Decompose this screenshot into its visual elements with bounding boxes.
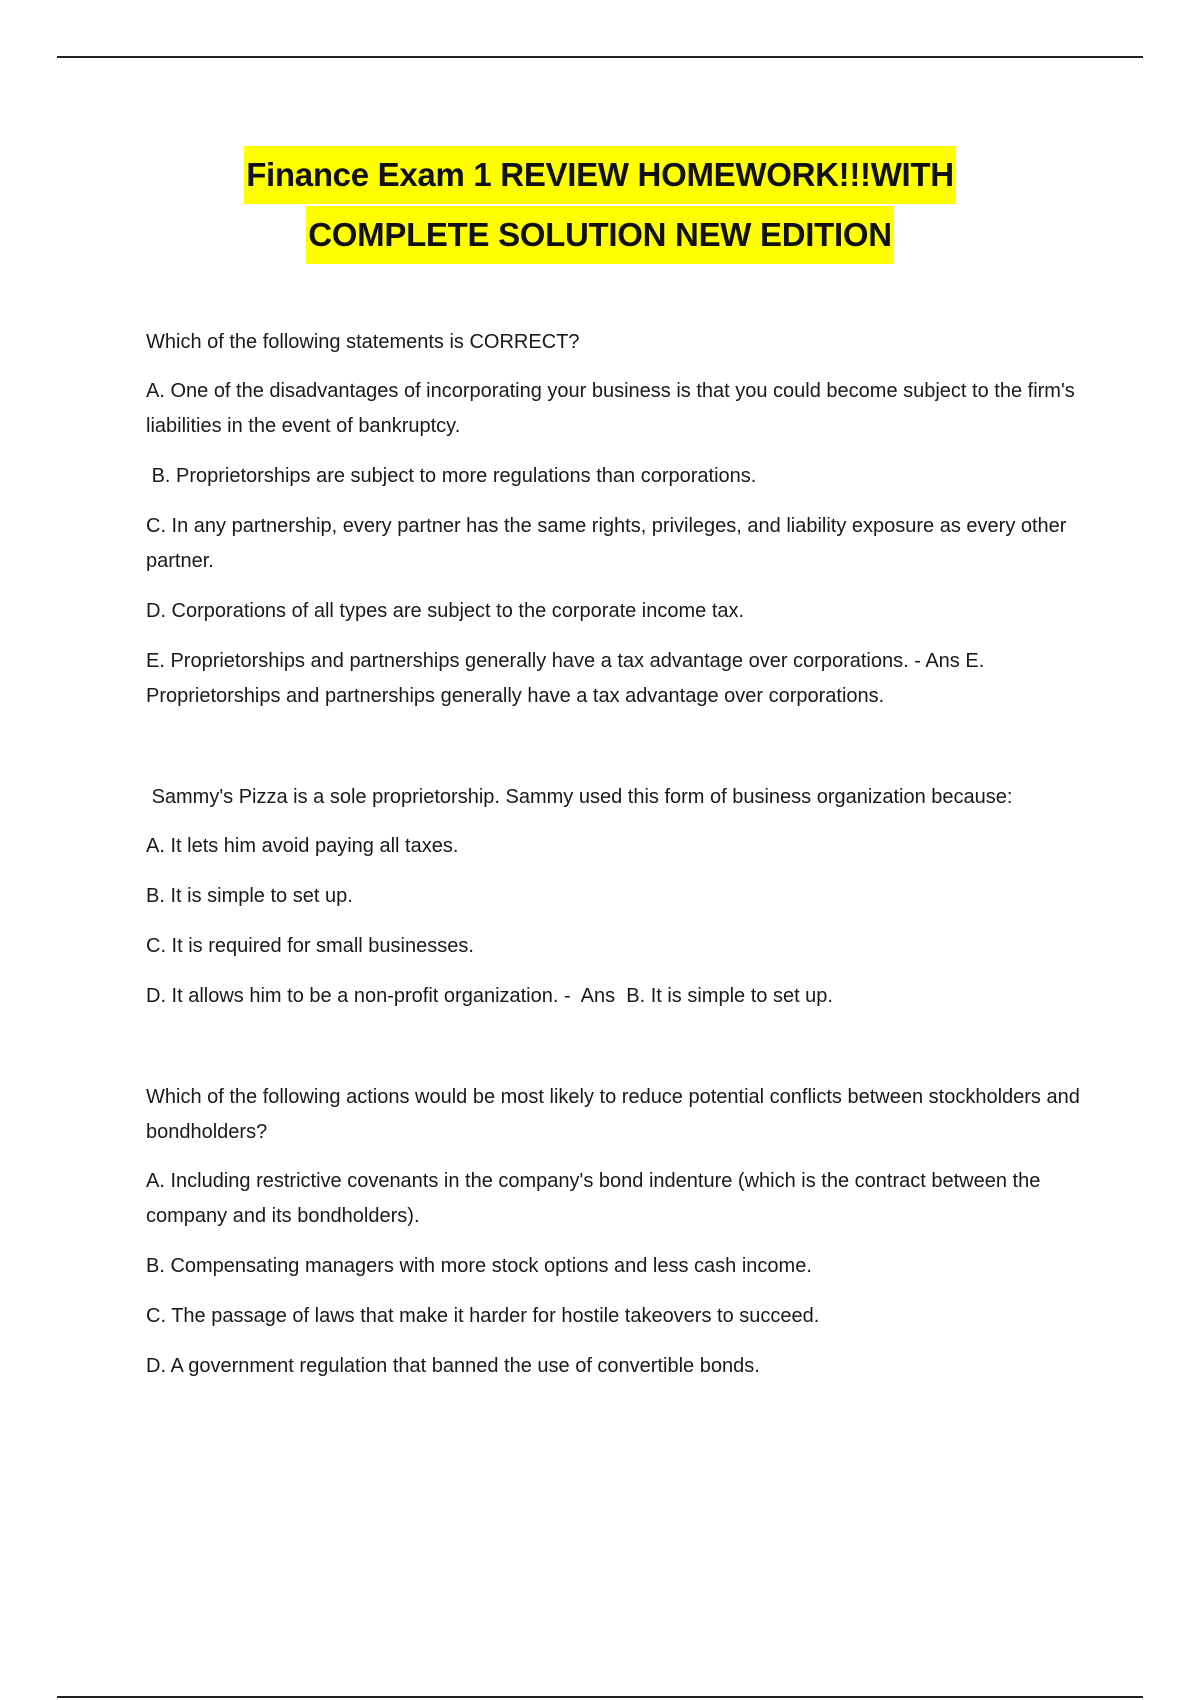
bottom-divider	[57, 1696, 1143, 1698]
option-b: B. Compensating managers with more stock options and less cash income.	[146, 1255, 812, 1277]
question-prompt: Which of the following statements is CORRECT?	[146, 331, 580, 353]
question-prompt: Which of the following actions would be most likely to reduce potential conflicts between stockholders and bondholders?	[146, 1086, 1080, 1143]
title-line-2: COMPLETE SOLUTION NEW EDITION	[306, 206, 893, 264]
option-d-with-answer: D. It allows him to be a non-profit organization. - Ans B. It is simple to set up.	[146, 985, 833, 1007]
title-line-1: Finance Exam 1 REVIEW HOMEWORK!!!WITH	[244, 146, 956, 204]
option-c: C. In any partnership, every partner has the same rights, privileges, and liability exposure as every other partner.	[146, 515, 1067, 572]
question-1	[146, 325, 1096, 714]
question-prompt: Sammy's Pizza is a sole proprietorship. Sammy used this form of business organization because:	[146, 786, 1013, 808]
top-divider	[57, 56, 1143, 58]
option-a: A. One of the disadvantages of incorporating your business is that you could become subject to the firm's liabilities in the event of bankruptcy.	[146, 380, 1075, 437]
document-title	[0, 146, 1200, 264]
option-b: B. Proprietorships are subject to more regulations than corporations.	[146, 465, 757, 487]
option-c: C. It is required for small businesses.	[146, 935, 474, 957]
option-b: B. It is simple to set up.	[146, 885, 353, 907]
option-e-with-answer: E. Proprietorships and partnerships generally have a tax advantage over corporations. - Ans E. Proprietorships and partnerships generally have a tax advantage over corporations.	[146, 650, 985, 707]
question-3	[146, 1080, 1096, 1384]
option-d: D. A government regulation that banned the use of convertible bonds.	[146, 1355, 760, 1377]
questions-list	[146, 325, 1096, 1399]
option-a: A. Including restrictive covenants in the company's bond indenture (which is the contract between the company and its bondholders).	[146, 1170, 1041, 1227]
question-2	[146, 780, 1096, 1014]
option-c: C. The passage of laws that make it harder for hostile takeovers to succeed.	[146, 1305, 820, 1327]
option-d: D. Corporations of all types are subject to the corporate income tax.	[146, 600, 745, 622]
option-a: A. It lets him avoid paying all taxes.	[146, 835, 459, 857]
